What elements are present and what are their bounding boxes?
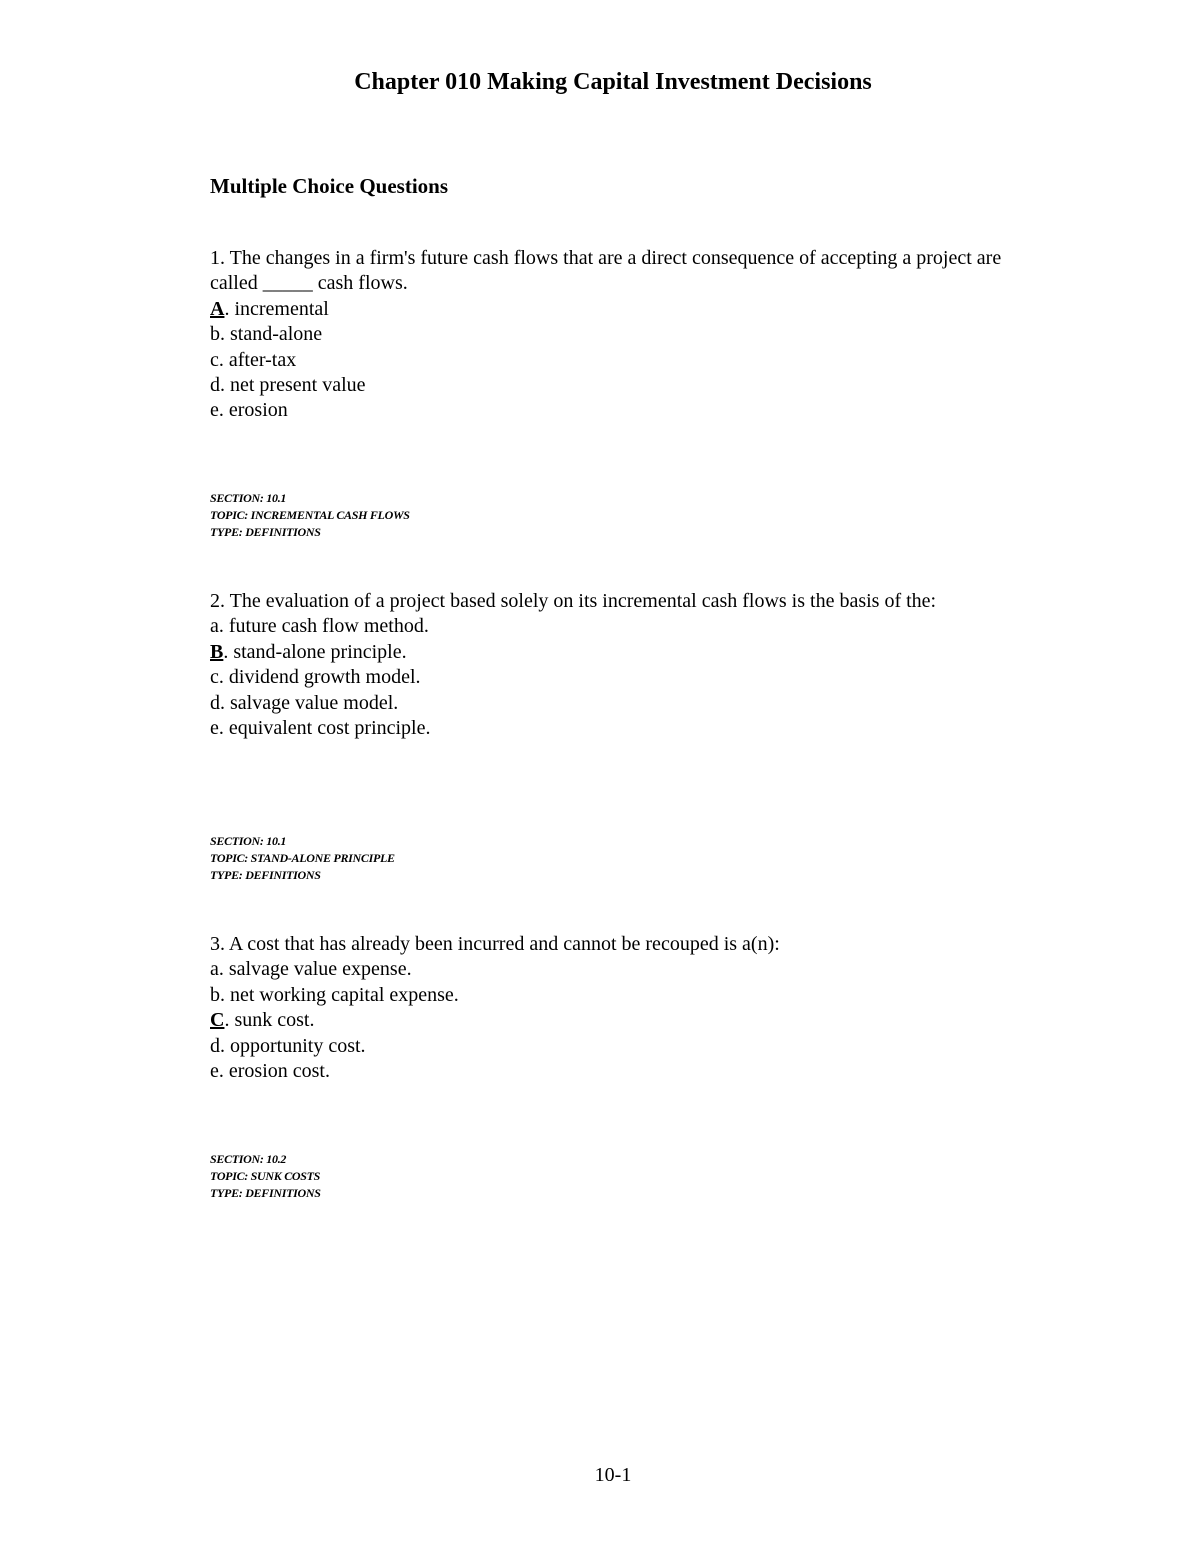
meta-type: TYPE: DEFINITIONS [210, 868, 321, 882]
answer-option [210, 1008, 1010, 1033]
answer-option [210, 297, 1010, 322]
option-text: . salvage value expense. [218, 958, 412, 981]
question-1 [210, 246, 1010, 424]
question-stem: 1. The changes in a firm's future cash flows that are a direct consequence of accepting a project are called _____ cash flows. [210, 247, 1002, 295]
section-heading: Multiple Choice Questions [210, 174, 449, 198]
option-letter: a [210, 615, 219, 638]
answer-options [210, 957, 1010, 1084]
option-text: . after-tax [218, 348, 297, 371]
question-2 [210, 589, 1010, 741]
meta-topic: TOPIC: SUNK COSTS [210, 1169, 321, 1183]
meta-section: SECTION: 10.1 [210, 491, 287, 505]
option-letter: e [210, 399, 219, 422]
answer-option [210, 373, 1010, 398]
option-letter: d [210, 1034, 220, 1057]
answer-option [210, 1059, 1010, 1084]
option-text: . stand-alone principle. [223, 640, 407, 663]
answer-option [210, 640, 1010, 665]
question-stem: 2. The evaluation of a project based solely on its incremental cash flows is the basis of the: [210, 590, 937, 612]
option-text: . incremental [224, 297, 329, 320]
meta-type: TYPE: DEFINITIONS [210, 1186, 321, 1200]
correct-answer-letter: A [210, 297, 225, 320]
answer-option [210, 322, 1010, 347]
option-text: . erosion cost. [218, 1060, 330, 1083]
answer-option [210, 983, 1010, 1008]
chapter-title: Chapter 010 Making Capital Investment Decisions [354, 69, 872, 95]
option-letter: e [210, 1060, 219, 1083]
option-letter: c [210, 348, 219, 371]
option-text: . sunk cost. [224, 1009, 315, 1032]
question-2-meta [210, 833, 395, 884]
option-letter: d [210, 691, 220, 714]
option-letter: d [210, 374, 220, 397]
option-text: . stand-alone [220, 323, 323, 346]
option-text: . equivalent cost principle. [218, 717, 431, 740]
answer-option [210, 614, 1010, 639]
page-number: 10-1 [594, 1464, 632, 1486]
meta-type: TYPE: DEFINITIONS [210, 525, 321, 539]
option-text: . net working capital expense. [220, 983, 459, 1006]
answer-option [210, 957, 1010, 982]
answer-option [210, 665, 1010, 690]
option-text: . opportunity cost. [220, 1034, 366, 1057]
answer-option [210, 348, 1010, 373]
option-text: . net present value [220, 374, 366, 397]
meta-topic: TOPIC: STAND-ALONE PRINCIPLE [210, 851, 395, 865]
meta-section: SECTION: 10.2 [210, 1152, 287, 1166]
option-letter: b [210, 323, 220, 346]
question-3 [210, 932, 1010, 1084]
answer-option [210, 691, 1010, 716]
answer-option [210, 1034, 1010, 1059]
correct-answer-letter: C [210, 1009, 225, 1032]
option-text: . erosion [218, 399, 288, 422]
answer-option [210, 716, 1010, 741]
option-text: . future cash flow method. [218, 615, 429, 638]
answer-option [210, 398, 1010, 423]
question-1-meta [210, 490, 410, 541]
answer-options [210, 297, 1010, 424]
question-3-meta [210, 1151, 321, 1202]
correct-answer-letter: B [210, 640, 224, 663]
option-letter: e [210, 717, 219, 740]
question-stem: 3. A cost that has already been incurred and cannot be recouped is a(n): [210, 933, 780, 955]
option-letter: c [210, 666, 219, 689]
answer-options [210, 614, 1010, 741]
meta-topic: TOPIC: INCREMENTAL CASH FLOWS [210, 508, 410, 522]
option-letter: a [210, 958, 219, 981]
option-letter: b [210, 983, 220, 1006]
option-text: . dividend growth model. [218, 666, 421, 689]
meta-section: SECTION: 10.1 [210, 834, 287, 848]
option-text: . salvage value model. [220, 691, 399, 714]
